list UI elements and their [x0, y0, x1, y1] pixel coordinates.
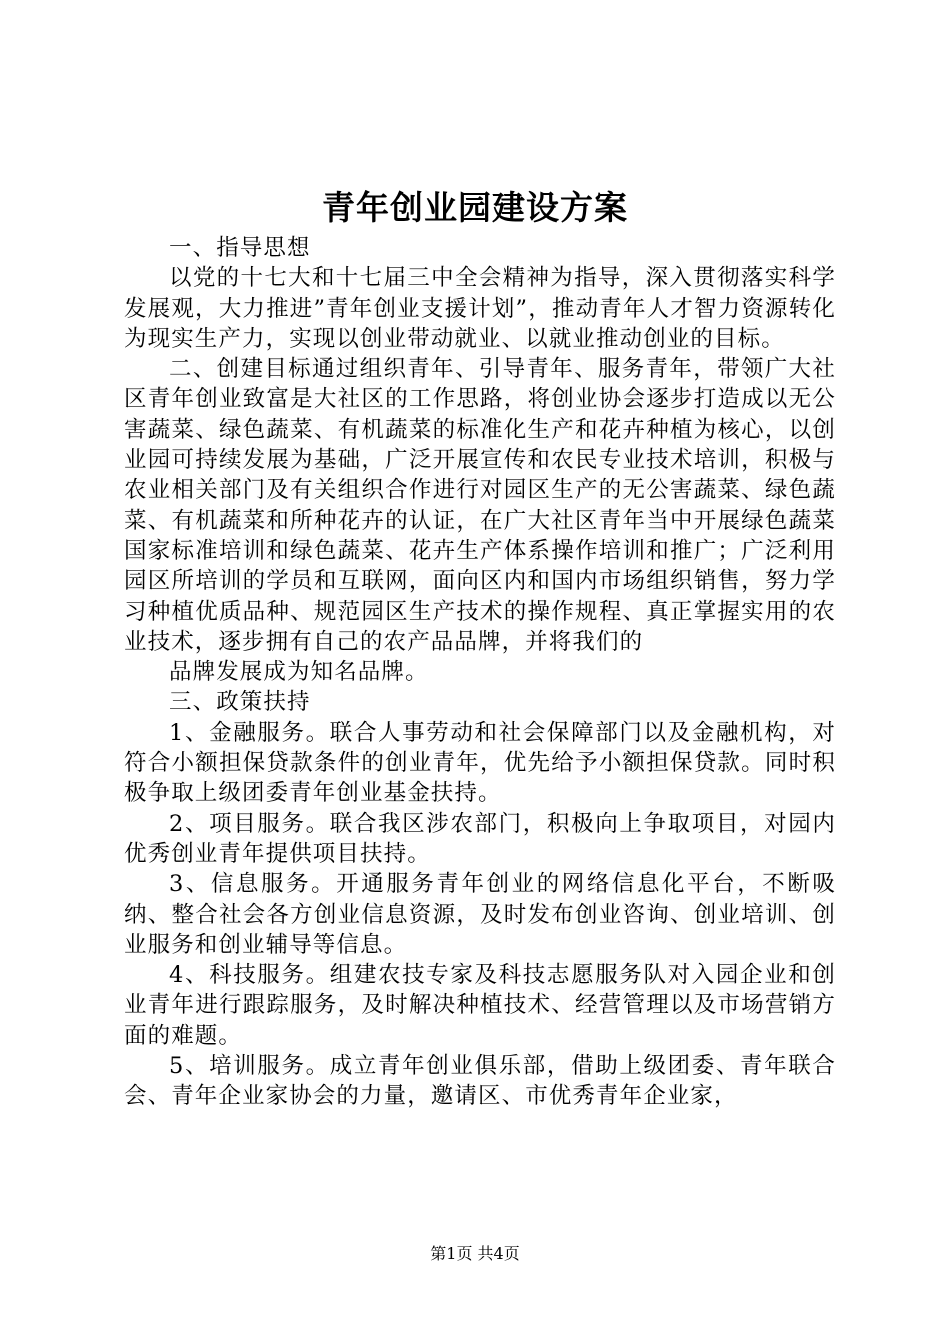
paragraph-training-service: 5、培训服务。成立青年创业俱乐部，借助上级团委、青年联合会、青年企业家协会的力量，邀请区、市优秀青年企业家，	[124, 1053, 836, 1110]
paragraph-information-service: 3、信息服务。开通服务青年创业的网络信息化平台，不断吸纳、整合社会各方创业信息资源，及时发布创业咨询、创业培训、创业服务和创业辅导等信息。	[124, 871, 836, 958]
document-title: 青年创业园建设方案	[322, 188, 628, 227]
paragraph-financial-service: 1、金融服务。联合人事劳动和社会保障部门以及金融机构，对符合小额担保贷款条件的创业青年，优先给予小额担保贷款。同时积极争取上级团委青年创业基金扶持。	[124, 719, 836, 807]
paragraph-guiding-ideology: 以党的十七大和十七届三中全会精神为指导，深入贯彻落实科学发展观，大力推进”青年创业支援计划”，推动青年人才智力资源转化为现实生产力，实现以创业带动就业、以就业推动创业的目标。	[124, 265, 836, 352]
page-footer: 第1页 共4页	[430, 1244, 520, 1263]
document-body	[124, 233, 836, 1112]
section-heading-policy-support: 三、政策扶持	[169, 689, 311, 716]
paragraph-project-service: 2、项目服务。联合我区涉农部门，积极向上争取项目，对园内优秀创业青年提供项目扶持。	[124, 810, 836, 867]
paragraph-brand: 品牌发展成为知名品牌。	[169, 659, 429, 686]
section-heading-guiding-ideology: 一、指导思想	[169, 235, 311, 261]
paragraph-technology-service: 4、科技服务。组建农技专家及科技志愿服务队对入园企业和创业青年进行跟踪服务，及时解决种植技术、经营管理以及市场营销方面的难题。	[124, 962, 836, 1049]
paragraph-goals: 二、创建目标通过组织青年、引导青年、服务青年，带领广大社区青年创业致富是大社区的工作思路，将创业协会逐步打造成以无公害蔬菜、绿色蔬菜、有机蔬菜的标准化生产和花卉种植为核心，以创业园可持续发展为基础，广泛开展宣传和农民专业技术培训，积极与农业相关部门及有关组织合作进行对园区生产的无公害蔬菜、绿色蔬菜、有机蔬菜和所种花卉的认证，在广大社区青年当中开展绿色蔬菜国家标准培训和绿色蔬菜、花卉生产体系操作培训和推广；广泛利用园区所培训的学员和互联网，面向区内和国内市场组织销售，努力学习种植优质品种、规范园区生产技术的操作规程、真正掌握实用的农业技术，逐步拥有自己的农产品品牌，并将我们的	[124, 356, 836, 655]
